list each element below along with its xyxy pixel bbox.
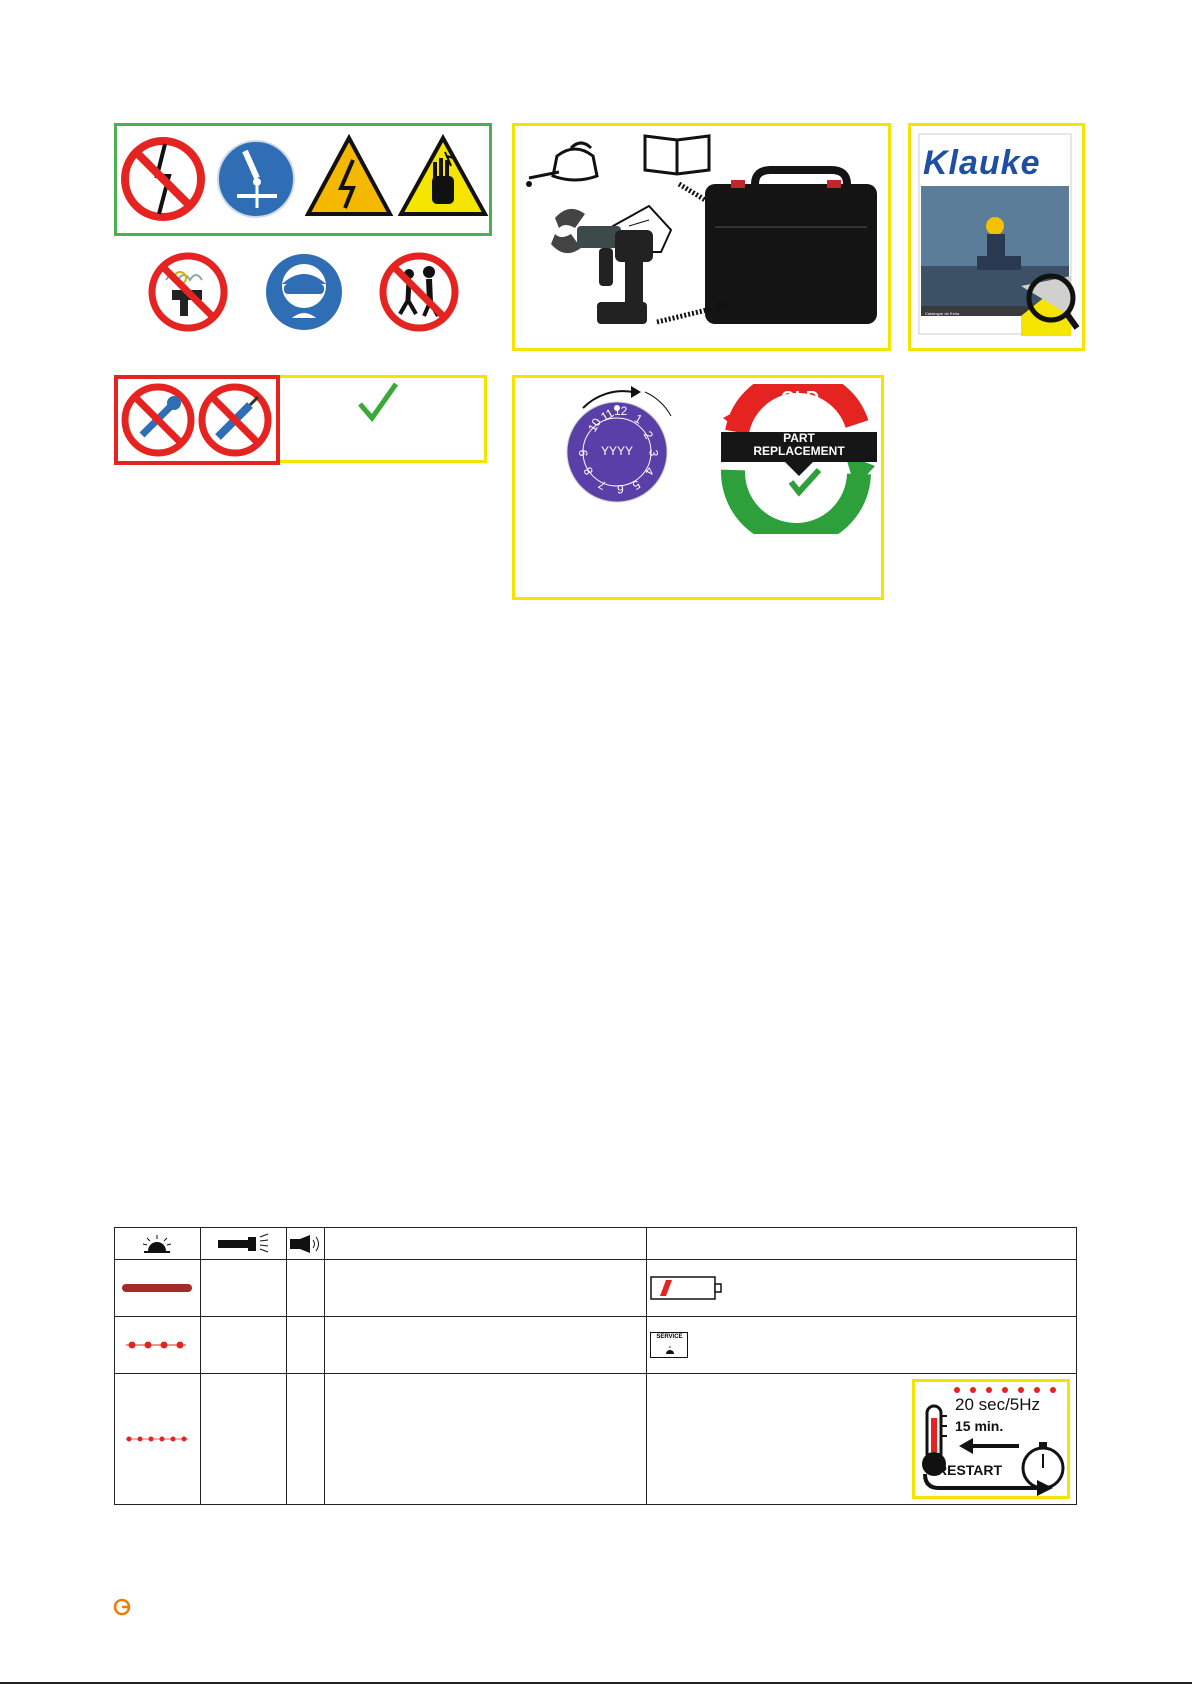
month-12: 12 [614,404,628,418]
table-row [115,1260,1077,1317]
old-label: OLD [781,388,819,408]
carrying-case-icon [705,170,877,324]
checkmark-icon [356,380,400,424]
meaning-column-header [324,1228,647,1260]
month-1: 1 [631,411,645,427]
table-row [115,1374,1077,1505]
year-label: YYYY [600,444,633,458]
manual-book-icon [645,136,709,174]
service-label: SERVICE [656,1334,683,1340]
led-column-header [115,1228,201,1260]
sound-column-header [286,1228,324,1260]
cooldown-time: 15 min. [955,1418,1004,1434]
safety-signs-panel [114,123,492,236]
inspection-replacement-panel [512,375,884,600]
safety-signs-row-2 [146,250,462,334]
footer-rule [0,1682,1192,1684]
new-label: NEW [779,501,821,521]
date-disc-labels [553,386,681,506]
authorized-service-panel [280,375,487,463]
work-light-icon [216,1233,270,1255]
month-7: 7 [595,477,609,493]
led-fast-flashing-red-icon [124,1434,190,1444]
month-5: 5 [629,477,643,493]
keep-away-children-sign-icon [383,256,455,328]
eye-protection-sign-icon [266,254,342,330]
signal-table [114,1227,1077,1505]
month-4: 4 [641,464,658,478]
low-battery-icon [650,1276,724,1300]
table-row [115,1317,1077,1374]
led-fast-flash-cell [115,1374,201,1505]
buzzer-icon [288,1233,322,1255]
cover-small-text-1: Catalogue de Extra [925,311,960,316]
led-indicator-icon [140,1233,174,1255]
month-8: 8 [580,464,597,478]
replacement-label: REPLACEMENT [753,444,845,458]
part-label: PART [783,431,815,445]
no-electricity-sign-icon [125,141,201,217]
disconnect-mandatory-sign-icon [218,141,294,217]
month-10: 10 [585,415,605,435]
restart-label: RESTART [937,1462,1003,1478]
led-steady-cell [115,1260,201,1317]
overheat-timing: 20 sec/5Hz [955,1395,1041,1414]
month-11: 11 [598,405,617,425]
low-battery-cell [647,1260,1077,1317]
light-column-header [200,1228,286,1260]
high-voltage-warning-icon [308,138,390,214]
table-header-row [115,1228,1077,1260]
month-9: 9 [576,449,591,457]
led-steady-red-icon [121,1283,193,1293]
service-cell [647,1317,1077,1374]
overheat-restart-panel [912,1379,1070,1499]
month-2: 2 [640,428,657,442]
no-wet-conditions-sign-icon [152,256,224,328]
month-6: 6 [617,482,624,496]
no-repair-panel [114,375,280,465]
maintenance-storage-panel [512,123,891,351]
no-screwdriver-sign-icon [202,387,268,453]
language-marker-icon [113,1598,131,1616]
service-icon [650,1332,688,1358]
overheat-cell [647,1374,1077,1505]
month-3: 3 [646,449,661,457]
hand-injury-warning-icon [401,138,485,214]
stopwatch-icon [1023,1442,1063,1488]
led-flash-cell [115,1317,201,1374]
catalogue-panel [908,123,1085,351]
cover-small-text-2: The Power of Connecting [953,317,999,322]
klauke-logo: Klauke [923,144,1041,182]
led-flashing-red-icon [124,1337,190,1353]
no-wrench-sign-icon [125,387,191,453]
oil-can-icon [526,143,597,187]
action-column-header [647,1228,1077,1260]
